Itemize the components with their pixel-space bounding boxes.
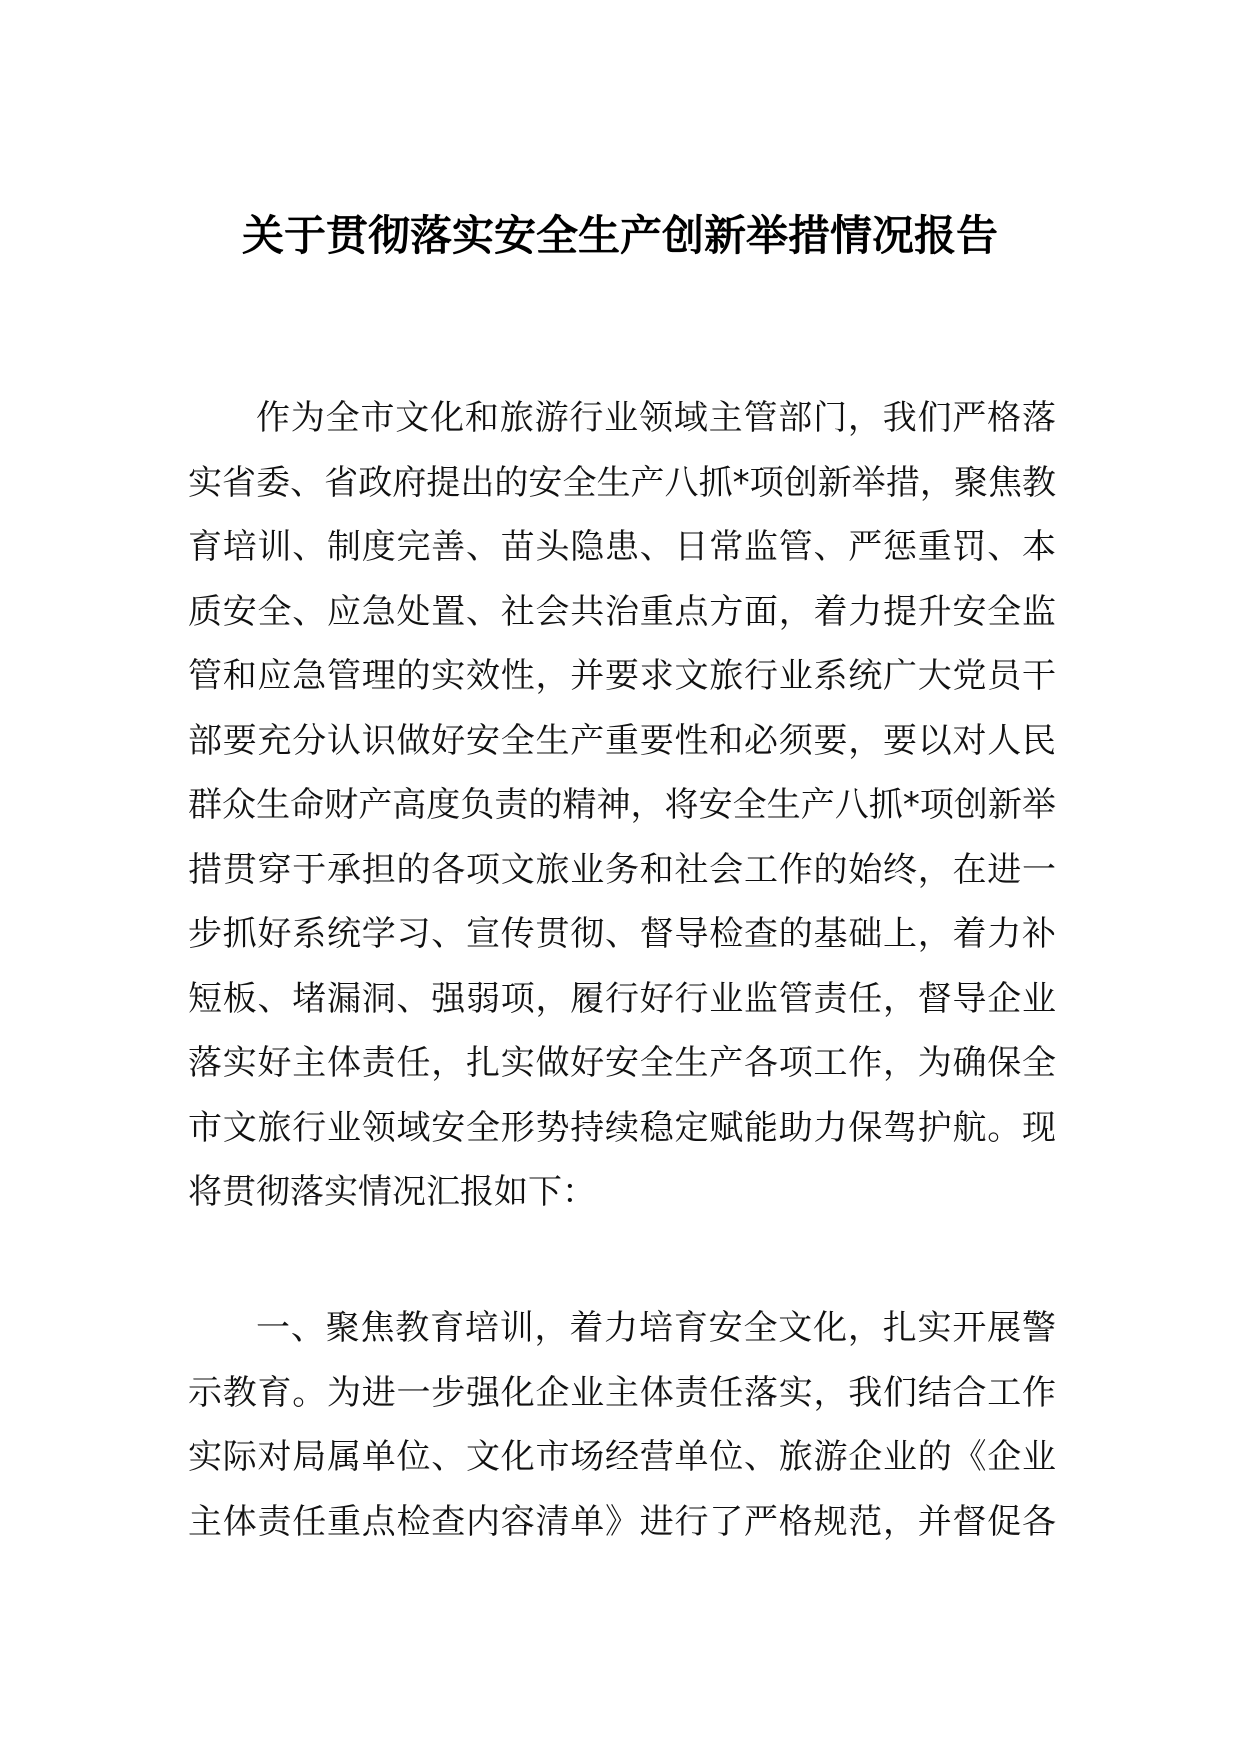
paragraph-line: 短板、堵漏洞、强弱项，履行好行业监管责任，督导企业 xyxy=(188,978,1056,1019)
paragraph-line: 育培训、制度完善、苗头隐患、日常监管、严惩重罚、本 xyxy=(188,527,1056,567)
paragraph-line: 实省委、省政府提出的安全生产八抓*项创新举措，聚焦教 xyxy=(188,462,1056,503)
paragraph-intro xyxy=(188,386,1056,1225)
paragraph-line: 部要充分认识做好安全生产重要性和必须要，要以对人民 xyxy=(188,720,1056,761)
paragraph-line: 作为全市文化和旅游行业领域主管部门，我们严格落 xyxy=(256,398,1056,438)
paragraph-line: 步抓好系统学习、宣传贯彻、督导检查的基础上，着力补 xyxy=(188,914,1056,954)
paragraph-line: 示教育。为进一步强化企业主体责任落实，我们结合工作 xyxy=(188,1372,1056,1413)
document-title: 关于贯彻落实安全生产创新举措情况报告 xyxy=(241,211,998,260)
paragraph-section-one xyxy=(188,1296,1056,1554)
paragraph-line: 实际对局属单位、文化市场经营单位、旅游企业的《企业 xyxy=(188,1437,1056,1477)
paragraph-line: 管和应急管理的实效性，并要求文旅行业系统广大党员干 xyxy=(188,656,1056,696)
paragraph-line: 措贯穿于承担的各项文旅业务和社会工作的始终，在进一 xyxy=(188,849,1056,890)
paragraph-line: 将贯彻落实情况汇报如下： xyxy=(188,1172,596,1212)
paragraph-line: 市文旅行业领域安全形势持续稳定赋能助力保驾护航。现 xyxy=(188,1107,1056,1148)
paragraph-line: 落实好主体责任，扎实做好安全生产各项工作，为确保全 xyxy=(188,1043,1056,1083)
paragraph-line: 质安全、应急处置、社会共治重点方面，着力提升安全监 xyxy=(188,591,1056,632)
paragraph-line: 一、聚焦教育培训，着力培育安全文化，扎实开展警 xyxy=(256,1308,1056,1348)
paragraph-line: 主体责任重点检查内容清单》进行了严格规范，并督促各 xyxy=(188,1501,1056,1542)
paragraph-line: 群众生命财产高度负责的精神，将安全生产八抓*项创新举 xyxy=(188,785,1056,825)
